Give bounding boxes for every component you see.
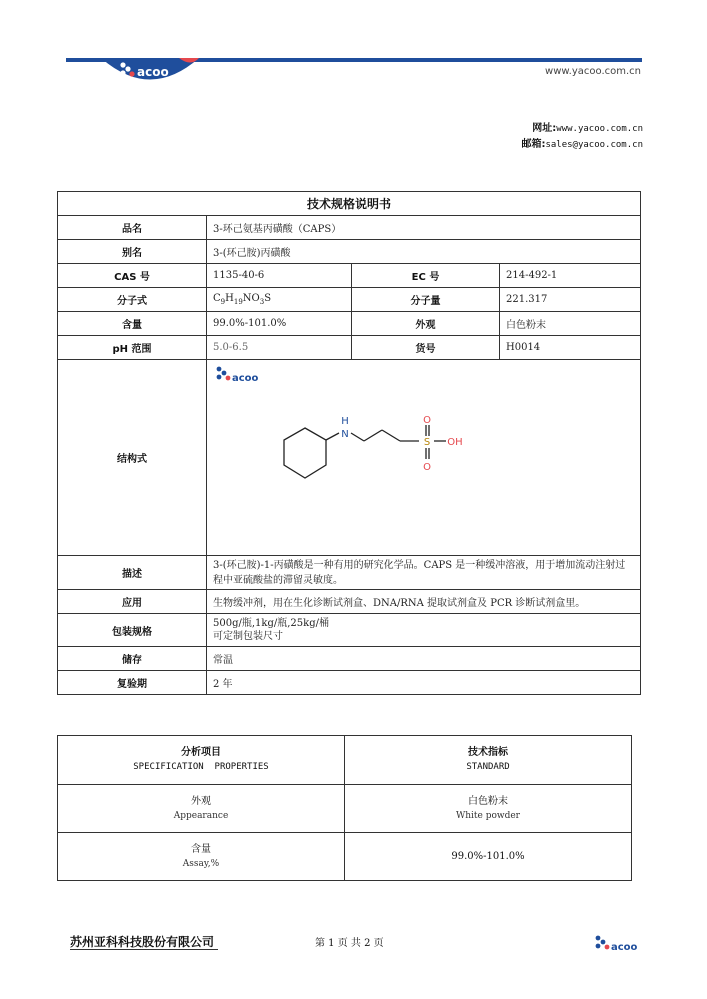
- ph-value: 5.0-6.5: [207, 336, 352, 360]
- row1-std-en: White powder: [455, 810, 520, 821]
- ph-label: pH 范围: [58, 336, 207, 360]
- storage-value: 常温: [207, 647, 641, 671]
- atom-n: N: [341, 429, 349, 440]
- desc-value: 3-(环己胺)-1-丙磺酸是一种有用的研究化学品。CAPS 是一种缓冲溶液，用于增加流动注射过程中亚硫酸盐的滞留灵敏度。: [207, 556, 641, 590]
- item-value: H0014: [500, 336, 641, 360]
- name-value: 3-环己氨基丙磺酸（CAPS）: [207, 216, 641, 240]
- row1-std-cn: 白色粉末: [468, 795, 508, 807]
- app-value: 生物缓冲剂，用在生化诊断试剂盒、DNA/RNA 提取试剂盒及 PCR 诊断试剂盒里。: [207, 590, 641, 614]
- retest-label: 复验期: [58, 671, 207, 695]
- structure-label: 结构式: [58, 360, 207, 556]
- web-label: 网址:: [532, 123, 557, 134]
- table-row: [58, 785, 632, 833]
- col1-cn: 分析项目: [181, 747, 221, 758]
- ec-value: 214-492-1: [500, 264, 641, 288]
- table-row: [58, 833, 632, 881]
- item-label: 货号: [352, 336, 500, 360]
- row2-item-en: Assay,%: [182, 858, 220, 869]
- atom-h: H: [341, 416, 349, 427]
- formula-label: 分子式: [58, 288, 207, 312]
- atom-s: S: [423, 437, 431, 448]
- formula-h: H: [225, 293, 234, 304]
- row2-item-cn: 含量: [191, 843, 211, 855]
- svg-text:acoo: acoo: [232, 373, 259, 384]
- analysis-table: [57, 735, 632, 881]
- spec-title: 技术规格说明书: [58, 192, 641, 216]
- atom-oh: OH: [447, 437, 463, 448]
- pack-label: 包装规格: [58, 614, 207, 647]
- svg-text:acoo: acoo: [611, 942, 638, 953]
- formula-no: NO: [242, 293, 260, 304]
- col2-en: STANDARD: [466, 762, 510, 772]
- retest-value: 2 年: [207, 671, 641, 695]
- cas-label: CAS 号: [58, 264, 207, 288]
- col2-header: [345, 736, 632, 785]
- mw-label: 分子量: [352, 288, 500, 312]
- formula-o-sub: 3: [259, 298, 265, 306]
- row2-std: 99.0%-101.0%: [345, 833, 632, 881]
- cas-value: 1135-40-6: [207, 264, 352, 288]
- alias-label: 别名: [58, 240, 207, 264]
- content-label: 含量: [58, 312, 207, 336]
- formula-value: [207, 288, 352, 312]
- row2-item: [58, 833, 345, 881]
- row1-std: [345, 785, 632, 833]
- atom-o-bottom: O: [423, 462, 431, 473]
- pack-value: [207, 614, 641, 647]
- storage-label: 储存: [58, 647, 207, 671]
- formula-c-sub: 9: [220, 298, 226, 306]
- alias-value: 3-(环己胺)丙磺酸: [207, 240, 641, 264]
- row1-item-en: Appearance: [173, 810, 229, 821]
- spec-table: [57, 191, 641, 695]
- atom-o-top: O: [423, 415, 431, 426]
- mail-value[interactable]: sales@yacoo.com.cn: [545, 140, 643, 150]
- ec-label: EC 号: [352, 264, 500, 288]
- pack-line-1: 500g/瓶,1kg/瓶,25kg/桶: [213, 618, 329, 629]
- footer-logo: [594, 930, 644, 956]
- formula-c: C: [213, 293, 221, 304]
- appearance-value: 白色粉末: [500, 312, 641, 336]
- contact-block: [521, 121, 643, 153]
- row1-item-cn: 外观: [191, 795, 211, 807]
- pack-line-2: 可定制包装尺寸: [213, 631, 283, 642]
- footer-company: 苏州亚科科技股份有限公司: [70, 935, 215, 949]
- content-value: 99.0%-101.0%: [207, 312, 352, 336]
- formula-s: S: [264, 293, 272, 304]
- header-website[interactable]: www.yacoo.com.cn: [545, 66, 641, 77]
- name-label: 品名: [58, 216, 207, 240]
- footer-underline: [70, 949, 218, 950]
- col1-header: [58, 736, 345, 785]
- app-label: 应用: [58, 590, 207, 614]
- yacoo-small-logo: [215, 364, 265, 386]
- structure-cell: [207, 360, 641, 556]
- mw-value: 221.317: [500, 288, 641, 312]
- formula-h-sub: 19: [233, 298, 243, 306]
- footer-page-number: 第 1 页 共 2 页: [315, 938, 384, 949]
- mail-label: 邮箱:: [521, 139, 546, 150]
- col1-en: SPECIFICATION PROPERTIES: [133, 762, 269, 772]
- svg-text:acoo: acoo: [137, 65, 169, 79]
- row1-item: [58, 785, 345, 833]
- yacoo-logo: [101, 55, 199, 88]
- structure-diagram: [207, 360, 640, 555]
- col2-cn: 技术指标: [468, 747, 508, 758]
- web-value[interactable]: www.yacoo.com.cn: [556, 124, 643, 134]
- desc-label: 描述: [58, 556, 207, 590]
- appearance-label: 外观: [352, 312, 500, 336]
